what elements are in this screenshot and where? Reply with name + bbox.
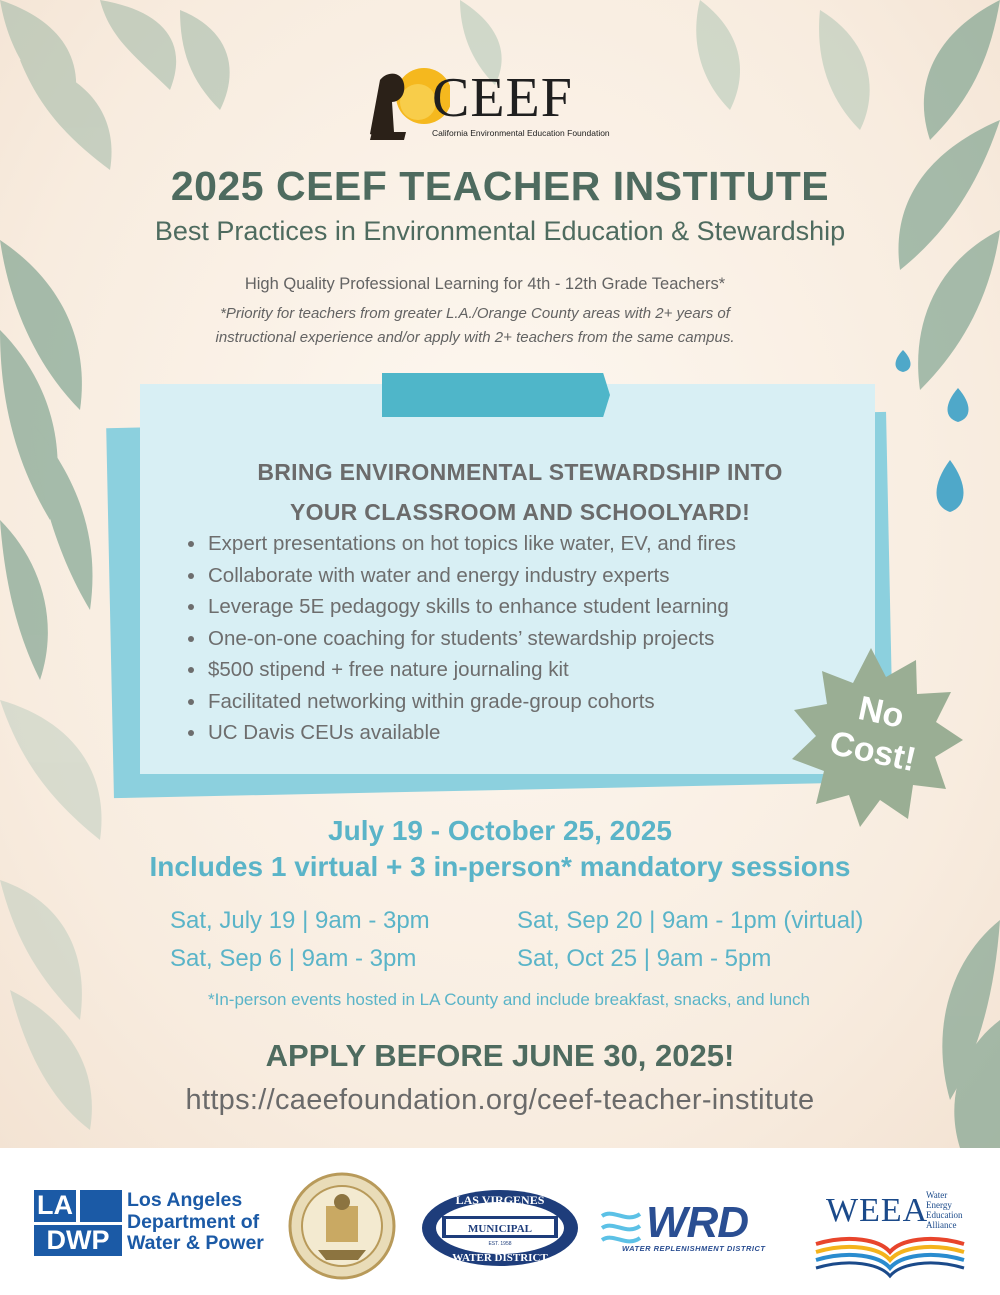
apply-deadline: APPLY BEFORE JUNE 30, 2025!	[265, 1038, 735, 1073]
wrd-subtitle: WATER REPLENISHMENT DISTRICT	[622, 1244, 766, 1253]
session-date: Sat, Oct 25 | 9am - 5pm	[517, 945, 772, 972]
list-item: $500 stipend + free nature journaling kit	[186, 654, 736, 686]
weea-subtitle-line: Energy	[926, 1200, 952, 1210]
audience-line: High Quality Professional Learning for 4th - 12th Grade Teachers*	[244, 275, 726, 293]
weea-wordmark: WEEA	[826, 1192, 929, 1229]
ladwp-name-line: Water & Power	[127, 1232, 264, 1254]
date-range: July 19 - October 25, 2025	[328, 815, 672, 846]
weea-subtitle-line: Alliance	[926, 1220, 957, 1230]
las-virgenes-logo	[420, 1188, 580, 1268]
list-item: Collaborate with water and energy industry experts	[186, 560, 736, 592]
highlight-heading-line: BRING ENVIRONMENTAL STEWARDSHIP INTO	[257, 459, 783, 485]
lv-bottom-text: WATER DISTRICT	[452, 1252, 548, 1264]
weea-subtitle-line: Water	[926, 1190, 948, 1200]
badge-line: No	[855, 689, 908, 736]
page-title: 2025 CEEF TEACHER INSTITUTE	[170, 163, 830, 209]
sessions-note: Includes 1 virtual + 3 in-person* mandatory sessions	[149, 851, 851, 882]
sponsor-footer	[0, 1148, 1000, 1295]
county-seal-icon	[288, 1172, 396, 1280]
list-item: Expert presentations on hot topics like water, EV, and fires	[186, 528, 736, 560]
lv-top-text: LAS VIRGENES	[455, 1193, 545, 1207]
session-date: Sat, Sep 20 | 9am - 1pm (virtual)	[517, 907, 864, 934]
lv-middle-text: MUNICIPAL	[468, 1223, 532, 1235]
highlight-heading-line: YOUR CLASSROOM AND SCHOOLYARD!	[289, 499, 751, 525]
ladwp-mark-la: LA	[34, 1190, 76, 1222]
priority-note	[0, 302, 950, 350]
ceef-wordmark: CEEF	[432, 67, 573, 129]
ceef-tagline: California Environmental Education Foundation	[432, 128, 610, 138]
list-item: Leverage 5E pedagogy skills to enhance student learning	[186, 591, 736, 623]
ladwp-name-line: Department of	[127, 1210, 260, 1233]
priority-note-line: *Priority for teachers from greater L.A./Orange County areas with 2+ years of	[220, 305, 730, 322]
in-person-note: *In-person events hosted in LA County and include breakfast, snacks, and lunch	[208, 990, 810, 1009]
program-dates	[0, 813, 1000, 885]
session-date: Sat, July 19 | 9am - 3pm	[170, 907, 430, 934]
ladwp-mark-dwp: DWP	[34, 1225, 122, 1256]
ceef-logo	[360, 62, 620, 144]
weea-subtitle	[926, 1190, 963, 1230]
list-item: One-on-one coaching for students’ stewardship projects	[186, 623, 736, 655]
schedule-column-right	[517, 902, 863, 978]
application-link[interactable]: https://caeefoundation.org/ceef-teacher-institute	[185, 1084, 815, 1116]
ladwp-logo-mark	[34, 1190, 122, 1256]
list-item: UC Davis CEUs available	[186, 717, 736, 749]
lv-est-text: EST. 1958	[488, 1241, 512, 1247]
ladwp-name-line: Los Angeles	[127, 1189, 243, 1211]
page-subtitle: Best Practices in Environmental Education & Stewardship	[154, 216, 846, 246]
highlight-box-tab	[382, 373, 610, 417]
open-book-icon	[810, 1234, 970, 1280]
session-date: Sat, Sep 6 | 9am - 3pm	[170, 945, 417, 972]
benefits-list	[186, 528, 736, 749]
wrd-wordmark: WRD	[646, 1198, 749, 1247]
ladwp-name	[127, 1190, 264, 1255]
priority-note-line: instructional experience and/or apply with 2+ teachers from the same campus.	[215, 329, 735, 346]
highlight-heading	[150, 452, 890, 532]
schedule-column-left	[170, 902, 430, 978]
ladwp-mark-block	[80, 1190, 122, 1222]
badge-line: Cost!	[826, 723, 920, 780]
weea-subtitle-line: Education	[926, 1210, 963, 1220]
list-item: Facilitated networking within grade-group cohorts	[186, 686, 736, 718]
